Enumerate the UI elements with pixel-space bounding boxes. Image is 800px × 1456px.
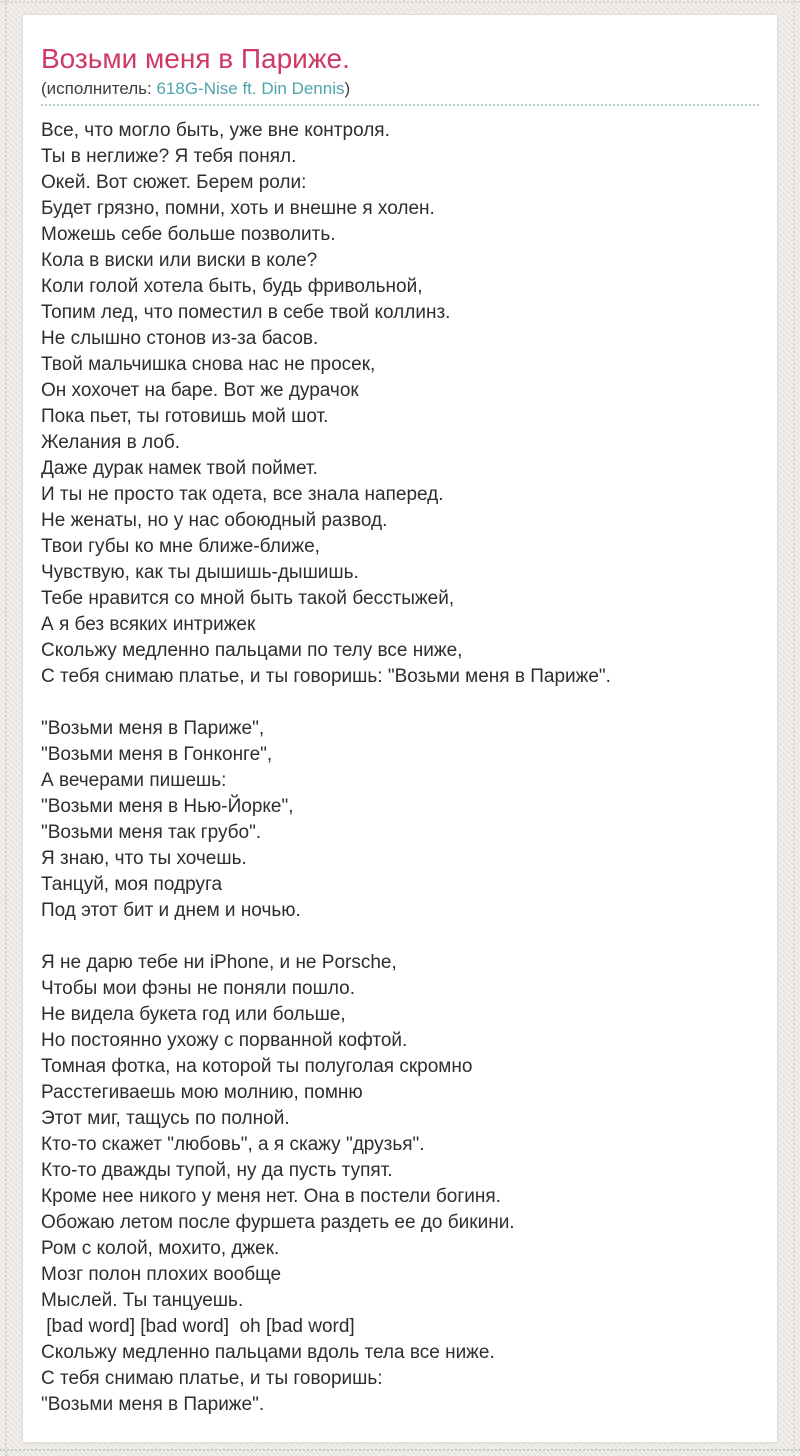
page-top-dotted-seam bbox=[0, 1, 800, 3]
lyric-line: Тебе нравится со мной быть такой бесстыжей, bbox=[41, 588, 455, 610]
lyric-line: Этот миг, тащусь по полной. bbox=[41, 1108, 290, 1130]
lyric-line: Скольжу медленно пальцами вдоль тела все ниже. bbox=[41, 1342, 495, 1364]
lyric-line: Топим лед, что поместил в себе твой коллинз. bbox=[41, 302, 451, 324]
lyric-line: Под этот бит и днем и ночью. bbox=[41, 900, 301, 922]
stanza bbox=[41, 950, 759, 1418]
lyric-line: Не слышно стонов из-за басов. bbox=[41, 328, 319, 350]
lyric-line: Скольжу медленно пальцами по телу все ниже, bbox=[41, 640, 463, 662]
lyric-line: Будет грязно, помни, хоть и внешне я холен. bbox=[41, 198, 435, 220]
lyric-line: Кола в виски или виски в коле? bbox=[41, 250, 318, 272]
lyric-line: Твои губы ко мне ближе-ближе, bbox=[41, 536, 320, 558]
lyric-line: Ты в неглиже? Я тебя понял. bbox=[41, 146, 297, 168]
lyric-line: [bad word] [bad word] oh [bad word] bbox=[41, 1316, 355, 1338]
lyric-line: "Возьми меня в Париже". bbox=[41, 1394, 265, 1416]
lyric-line: С тебя снимаю платье, и ты говоришь: bbox=[41, 1368, 383, 1390]
lyric-line: Ром с колой, мохито, джек. bbox=[41, 1238, 280, 1260]
page-left-dotted-seam bbox=[5, 0, 7, 1456]
lyric-line: Томная фотка, на которой ты полуголая скромно bbox=[41, 1056, 473, 1078]
lyrics bbox=[41, 118, 759, 1418]
lyric-line: Мозг полон плохих вообще bbox=[41, 1264, 282, 1286]
lyric-line: Все, что могло быть, уже вне контроля. bbox=[41, 120, 390, 142]
lyric-line: Не женаты, но у нас обоюдный развод. bbox=[41, 510, 388, 532]
lyric-line: Коли голой хотела быть, будь фривольной, bbox=[41, 276, 423, 298]
stanza bbox=[41, 716, 759, 924]
lyric-line: Не видела букета год или больше, bbox=[41, 1004, 346, 1026]
lyric-line: С тебя снимаю платье, и ты говоришь: "Возьми меня в Париже". bbox=[41, 666, 611, 688]
stanza bbox=[41, 118, 759, 690]
lyric-line: "Возьми меня в Гонконге", bbox=[41, 744, 273, 766]
lyric-line: Мыслей. Ты танцуешь. bbox=[41, 1290, 244, 1312]
lyric-line: Чувствую, как ты дышишь-дышишь. bbox=[41, 562, 359, 584]
artist-link[interactable]: 618G-Nise ft. Din Dennis bbox=[156, 79, 345, 99]
lyric-line: Кроме нее никого у меня нет. Она в постели богиня. bbox=[41, 1186, 501, 1208]
lyric-line: Кто-то дважды тупой, ну да пусть тупят. bbox=[41, 1160, 393, 1182]
lyric-line: Я не дарю тебе ни iPhone, и не Porsche, bbox=[41, 952, 397, 974]
artist-label-close: ) bbox=[344, 79, 351, 99]
lyric-line: Окей. Вот сюжет. Берем роли: bbox=[41, 172, 307, 194]
lyric-line: Желания в лоб. bbox=[41, 432, 180, 454]
lyric-line: Кто-то скажет "любовь", а я скажу "друзья". bbox=[41, 1134, 425, 1156]
page-title: Возьми меня в Париже. bbox=[41, 43, 350, 74]
lyric-line: Пока пьет, ты готовишь мой шот. bbox=[41, 406, 329, 428]
artist-line bbox=[41, 79, 759, 99]
lyric-line: Даже дурак намек твой поймет. bbox=[41, 458, 318, 480]
lyrics-card bbox=[22, 14, 778, 1443]
lyric-line: Обожаю летом после фуршета раздеть ее до бикини. bbox=[41, 1212, 515, 1234]
lyric-line: И ты не просто так одета, все знала наперед. bbox=[41, 484, 444, 506]
song-header bbox=[41, 44, 759, 106]
lyric-line: Он хохочет на баре. Вот же дурачок bbox=[41, 380, 359, 402]
lyric-line: Можешь себе больше позволить. bbox=[41, 224, 336, 246]
lyric-line: Я знаю, что ты хочешь. bbox=[41, 848, 247, 870]
lyric-line: Но постоянно ухожу с порванной кофтой. bbox=[41, 1030, 408, 1052]
lyric-line: Танцуй, моя подруга bbox=[41, 874, 223, 896]
lyric-line: "Возьми меня в Париже", bbox=[41, 718, 265, 740]
page-right-dotted-seam bbox=[793, 0, 795, 1456]
artist-label: (исполнитель: bbox=[41, 79, 157, 99]
lyric-line: Твой мальчишка снова нас не просек, bbox=[41, 354, 376, 376]
lyric-line: "Возьми меня в Нью-Йорке", bbox=[41, 796, 294, 818]
lyric-line: А вечерами пишешь: bbox=[41, 770, 227, 792]
lyric-line: "Возьми меня так грубо". bbox=[41, 822, 262, 844]
lyric-line: Чтобы мои фэны не поняли пошло. bbox=[41, 978, 356, 1000]
lyric-line: Расстегиваешь мою молнию, помню bbox=[41, 1082, 363, 1104]
page-bottom-dotted-seam bbox=[0, 1449, 800, 1451]
lyric-line: А я без всяких интрижек bbox=[41, 614, 256, 636]
